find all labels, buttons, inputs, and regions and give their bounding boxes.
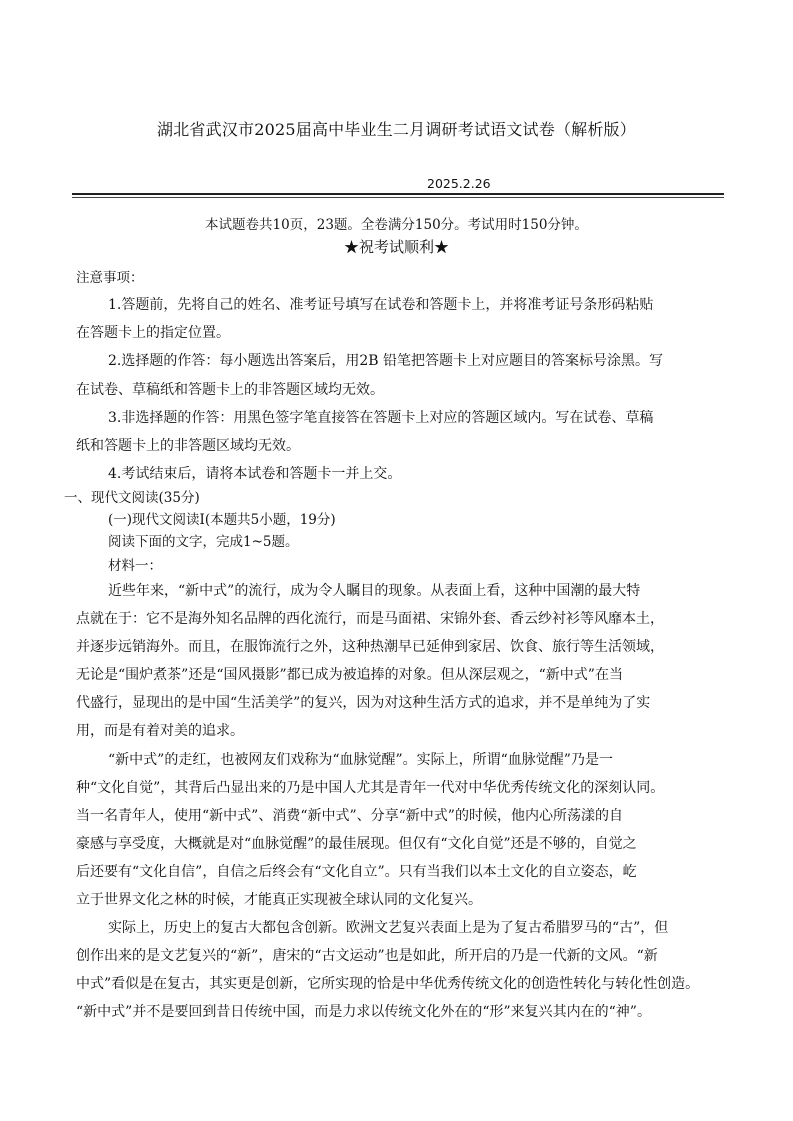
notice-line: 1.答题前，先将自己的姓名、准考证号填写在试卷和答题卡上，并将准考证号条形码粘贴: [108, 297, 654, 313]
notice-line: 在答题卡上的指定位置。: [76, 325, 230, 341]
passage-line: “新中式”的走红，也被网友们戏称为“血脉觉醒”。实际上，所谓“血脉觉醒”乃是一: [108, 752, 613, 768]
passage-line: 中式”看似是在复古，其实更是创新，它所实现的恰是中华优秀传统文化的创造性转化与转化性创造。: [76, 976, 700, 992]
blessing-text: ★祝考试顺利★: [343, 238, 449, 256]
notice-line: 纸和答题卡上的非答题区域均无效。: [76, 438, 300, 454]
notice-line: 3.非选择题的作答：用黑色签字笔直接答在答题卡上对应的答题区域内。写在试卷、草稿: [108, 410, 654, 426]
passage-line: 豪感与享受度，大概就是对“血脉觉醒”的最佳展现。但仅有“文化自觉”还是不够的，自觉之: [76, 836, 637, 852]
reading-instruction: 阅读下面的文字，完成1~5题。: [108, 534, 299, 550]
section-heading: 一、现代文阅读(35分): [64, 490, 200, 506]
passage-line: 点就在于：它不是海外知名品牌的西化流行，而是马面裙、宋锦外套、香云纱衬衫等风靡本土，: [76, 611, 664, 627]
header-divider-thick: [72, 193, 724, 195]
passage-line: 种“文化自觉”，其背后凸显出来的乃是中国人尤其是青年一代对中华优秀传统文化的深刻认同。: [76, 780, 665, 796]
notice-line: 在试卷、草稿纸和答题卡上的非答题区域均无效。: [76, 382, 384, 398]
passage-line: “新中式”并不是要回到昔日传统中国，而是力求以传统文化外在的“形”来复兴其内在的“神”。: [76, 1004, 651, 1020]
passage-line: 并逐步远销海外。而且，在服饰流行之外，这种热潮早已延伸到家居、饮食、旅行等生活领域，: [76, 639, 664, 655]
sub-section-heading: (一)现代文阅读Ⅰ(本题共5小题，19分): [108, 512, 336, 528]
passage-line: 立于世界文化之林的时候，才能真正实现被全球认同的文化复兴。: [76, 892, 482, 908]
document-title: 湖北省武汉市2025届高中毕业生二月调研考试语文试卷（解析版）: [157, 120, 636, 139]
document-date: 2025.2.26: [427, 176, 491, 191]
header-divider-thin: [72, 197, 724, 198]
notice-line: 4.考试结束后，请将本试卷和答题卡一并上交。: [108, 466, 402, 482]
passage-line: 近些年来，“新中式”的流行，成为令人瞩目的现象。从表面上看，这种中国潮的最大特: [108, 583, 641, 599]
passage-line: 创作出来的是文艺复兴的“新”，唐宋的“古文运动”也是如此，所开启的乃是一代新的文风。“新: [76, 948, 658, 964]
material-label: 材料一：: [108, 558, 162, 574]
passage-line: 后还要有“文化自信”，自信之后终会有“文化自立”。只有当我们以本土文化的自立姿态，屹: [76, 864, 637, 880]
passage-line: 代盛行，显现出的是中国“生活美学”的复兴，因为对这种生活方式的追求，并不是单纯为了实: [76, 695, 651, 711]
passage-line: 用，而是有着对美的追求。: [76, 723, 244, 739]
passage-line: 当一名青年人，使用“新中式”、消费“新中式”、分享“新中式”的时候，他内心所荡漾的自: [76, 808, 623, 824]
exam-info: 本试题卷共10页，23题。全卷满分150分。考试用时150分钟。: [205, 217, 588, 233]
notice-line: 2.选择题的作答：每小题选出答案后，用2B 铅笔把答题卡上对应题目的答案标号涂黑。写: [108, 353, 664, 369]
notice-heading: 注意事项：: [76, 270, 144, 286]
passage-line: 实际上，历史上的复古大都包含创新。欧洲文艺复兴表面上是为了复古希腊罗马的“古”，但: [108, 920, 669, 936]
passage-line: 无论是“围炉煮茶”还是“国风摄影”都已成为被追捧的对象。但从深层观之，“新中式”在当: [76, 667, 623, 683]
